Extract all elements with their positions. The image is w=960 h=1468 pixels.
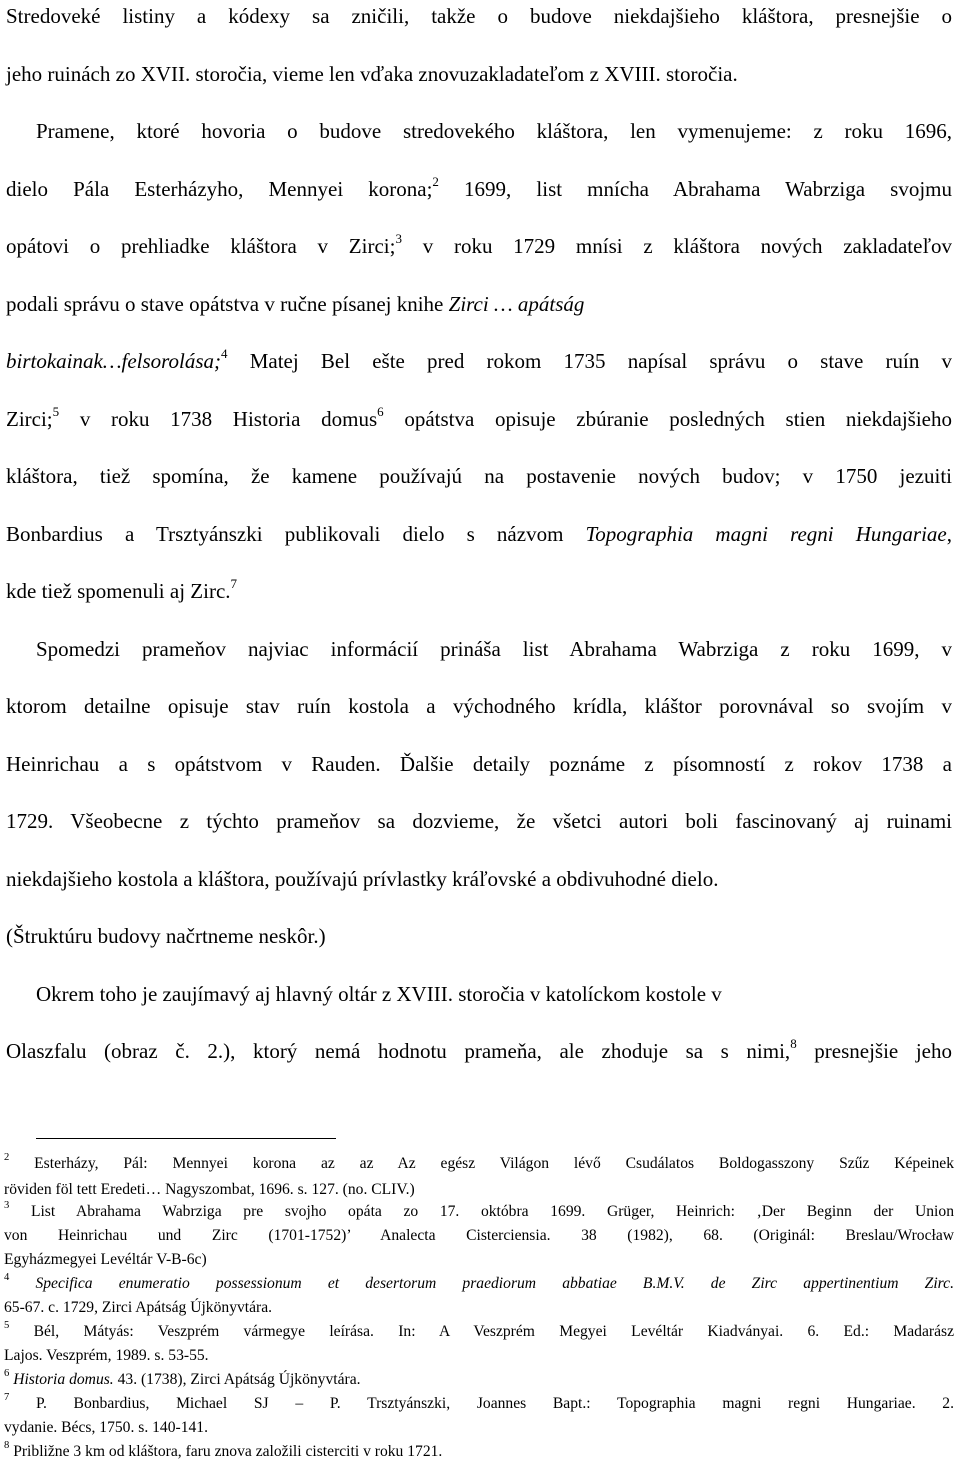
footnote-number-6: 6 <box>4 1367 10 1379</box>
footnote-ref-7: 7 <box>230 576 238 591</box>
footnote-ref-6: 6 <box>377 404 384 419</box>
body-line-9: kláštora, tiež spomína, že kamene používajú na postavenie nových budov; v 1750 jezuiti <box>6 464 952 488</box>
footnote-5-line-1: $^5$ Bél, Mátyás: Veszprém vármegye leírása. In: A Veszprém Megyei Levéltár Kiadványai. 6. Ed.: Madarász <box>4 1319 954 1340</box>
footnote-number-5: 5 <box>4 1319 10 1331</box>
footnote-separator <box>36 1138 336 1139</box>
body-line-1: Stredoveké listiny a kódexy sa zničili, takže o budove niekdajšieho kláštora, presnejšie o <box>6 4 952 28</box>
footnote-3-line-1: $^3$ List Abrahama Wabrziga pre svojho opáta zo 17. októbra 1699. Grüger, Heinrich: ‚Der Beginn der Union <box>4 1199 954 1220</box>
footnote-4-line-2: 65-67. c. 1729, Zirci Apátság Újkönyvtára. <box>4 1299 273 1316</box>
body-line-12: Spomedzi prameňov najviac informácií prináša list Abrahama Wabrziga z roku 1699, v <box>36 637 952 661</box>
footnote-ref-5: 5 <box>52 404 60 419</box>
body-line-19: Olaszfalu (obraz č. 2.), ktorý nemá hodnotu prameňa, ale zhoduje sa s nimi,$^8$ presnejšie jeho <box>6 1036 952 1063</box>
italic-title-topographia: Topographia magni regni Hungariae <box>585 522 947 546</box>
footnote-8-line-1: $^8$ Približne 3 km od kláštora, faru znova založili cisterciti v roku 1721. <box>4 1439 443 1460</box>
body-line-5: opátovi o prehliadke kláštora v Zirci;$^3$ v roku 1729 mnísi z kláštora nových zakladateľov <box>6 231 952 258</box>
body-line-2: jeho ruinách zo XVII. storočia, vieme len vďaka znovuzakladateľom z XVIII. storočia. <box>6 62 738 86</box>
footnote-number-4: 4 <box>4 1271 10 1283</box>
footnote-7-line-1: $^7$ P. Bonbardius, Michael SJ – P. Trsztyánszki, Joannes Bapt.: Topographia magni regni Hungariae. 2. <box>4 1391 954 1412</box>
footnote-ref-2: 2 <box>432 174 439 189</box>
footnote-3-line-2: von Heinrichau und Zirc (1701-1752)’ Analecta Cisterciensia. 38 (1982), 68. (Originál: Breslau/Wrocław <box>4 1227 954 1244</box>
footnote-2-line-2: röviden föl tett Eredeti… Nagyszombat, 1696. s. 127. (no. CLIV.) <box>4 1181 415 1198</box>
body-line-4: dielo Pála Esterházyho, Mennyei korona;$^2$ 1699, list mnícha Abrahama Wabrziga svojmu <box>6 174 952 201</box>
body-line-14: Heinrichau a s opátstvom v Rauden. Ďalšie detaily poznáme z písomností z rokov 1738 a <box>6 752 952 776</box>
footnote-7-line-2: vydanie. Bécs, 1750. s. 140-141. <box>4 1419 208 1436</box>
body-line-10: Bonbardius a Trsztyánszki publikovali dielo s názvom Topographia magni regni Hungariae, <box>6 522 952 546</box>
body-line-15: 1729. Všeobecne z týchto prameňov sa dozvieme, že všetci autori boli fascinovaný aj ruinami <box>6 809 952 833</box>
body-line-16: niekdajšieho kostola a kláštora, používajú prívlastky kráľovské a obdivuhodné dielo. <box>6 867 719 891</box>
body-line-13: ktorom detailne opisuje stav ruín kostola a východného krídla, kláštor porovnával so svojím v <box>6 694 952 718</box>
footnote-number-3: 3 <box>4 1199 10 1211</box>
footnote-4-line-1: $^4$ Specifica enumeratio possessionum et desertorum praediorum abbatiae B.M.V. de Zirc appertinentium Zirc. <box>4 1271 954 1292</box>
footnote-3-line-3: Egyházmegyei Levéltár V-B-6c) <box>4 1251 207 1268</box>
italic-title-birtokainak: birtokainak…felsorolása; <box>6 349 222 373</box>
footnote-ref-8: 8 <box>790 1036 797 1051</box>
body-line-11: kde tiež spomenuli aj Zirc.$^7$ <box>6 576 238 603</box>
footnote-number-7: 7 <box>4 1391 10 1403</box>
body-line-18: Okrem toho je zaujímavý aj hlavný oltár z XVIII. storočia v katolíckom kostole v <box>36 982 722 1006</box>
footnote-ref-4: 4 <box>221 346 228 361</box>
body-line-3: Pramene, ktoré hovoria o budove stredovekého kláštora, len vymenujeme: z roku 1696, <box>36 119 952 143</box>
italic-title-zirci: Zirci … apátság <box>448 292 585 316</box>
body-line-7: birtokainak…felsorolása;$^4$ Matej Bel ešte pred rokom 1735 napísal správu o stave ruín v <box>6 346 952 373</box>
footnote-6-line-1: $^6$ Historia domus. 43. (1738), Zirci Apátság Újkönyvtára. <box>4 1367 361 1388</box>
body-line-17: (Štruktúru budovy načrtneme neskôr.) <box>6 924 326 948</box>
body-line-6: podali správu o stave opátstva v ručne písanej knihe Zirci … apátság <box>6 292 585 316</box>
footnote-5-line-2: Lajos. Veszprém, 1989. s. 53-55. <box>4 1347 209 1364</box>
footnote-number-8: 8 <box>4 1439 10 1451</box>
footnote-ref-3: 3 <box>395 231 402 246</box>
footnote-number-2: 2 <box>4 1151 10 1163</box>
body-line-8: Zirci;$^5$ v roku 1738 Historia domus$^6$ opátstva opisuje zbúranie posledných stien niekdajšieho <box>6 404 953 431</box>
footnote-2-line-1: $^2$ Esterházy, Pál: Mennyei korona az az Az egész Világon lévő Csudálatos Boldogasszony Szűz Képeinek <box>4 1151 954 1172</box>
